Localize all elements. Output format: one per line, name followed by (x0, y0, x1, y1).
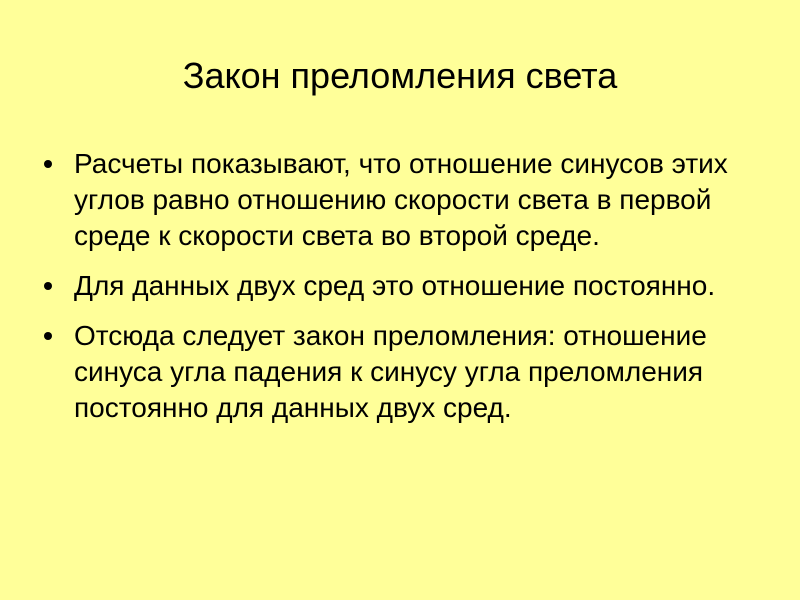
bullet-list (74, 146, 734, 440)
bullet-item (74, 146, 734, 254)
bullet-text: Расчеты показывают, что отношение синусов этих углов равно отношению скорости света в первой среде к скорости света во второй среде. (74, 148, 728, 251)
slide-title: Закон преломления света (182, 55, 618, 96)
bullet-text: Отсюда следует закон преломления: отношение синуса угла падения к синусу угла преломления постоянно для данных двух сред. (74, 320, 707, 423)
bullet-item (74, 318, 734, 426)
bullet-dot-icon (44, 282, 52, 290)
bullet-dot-icon (44, 160, 52, 168)
bullet-dot-icon (44, 332, 52, 340)
bullet-item (74, 268, 734, 304)
bullet-text: Для данных двух сред это отношение постоянно. (74, 270, 716, 301)
